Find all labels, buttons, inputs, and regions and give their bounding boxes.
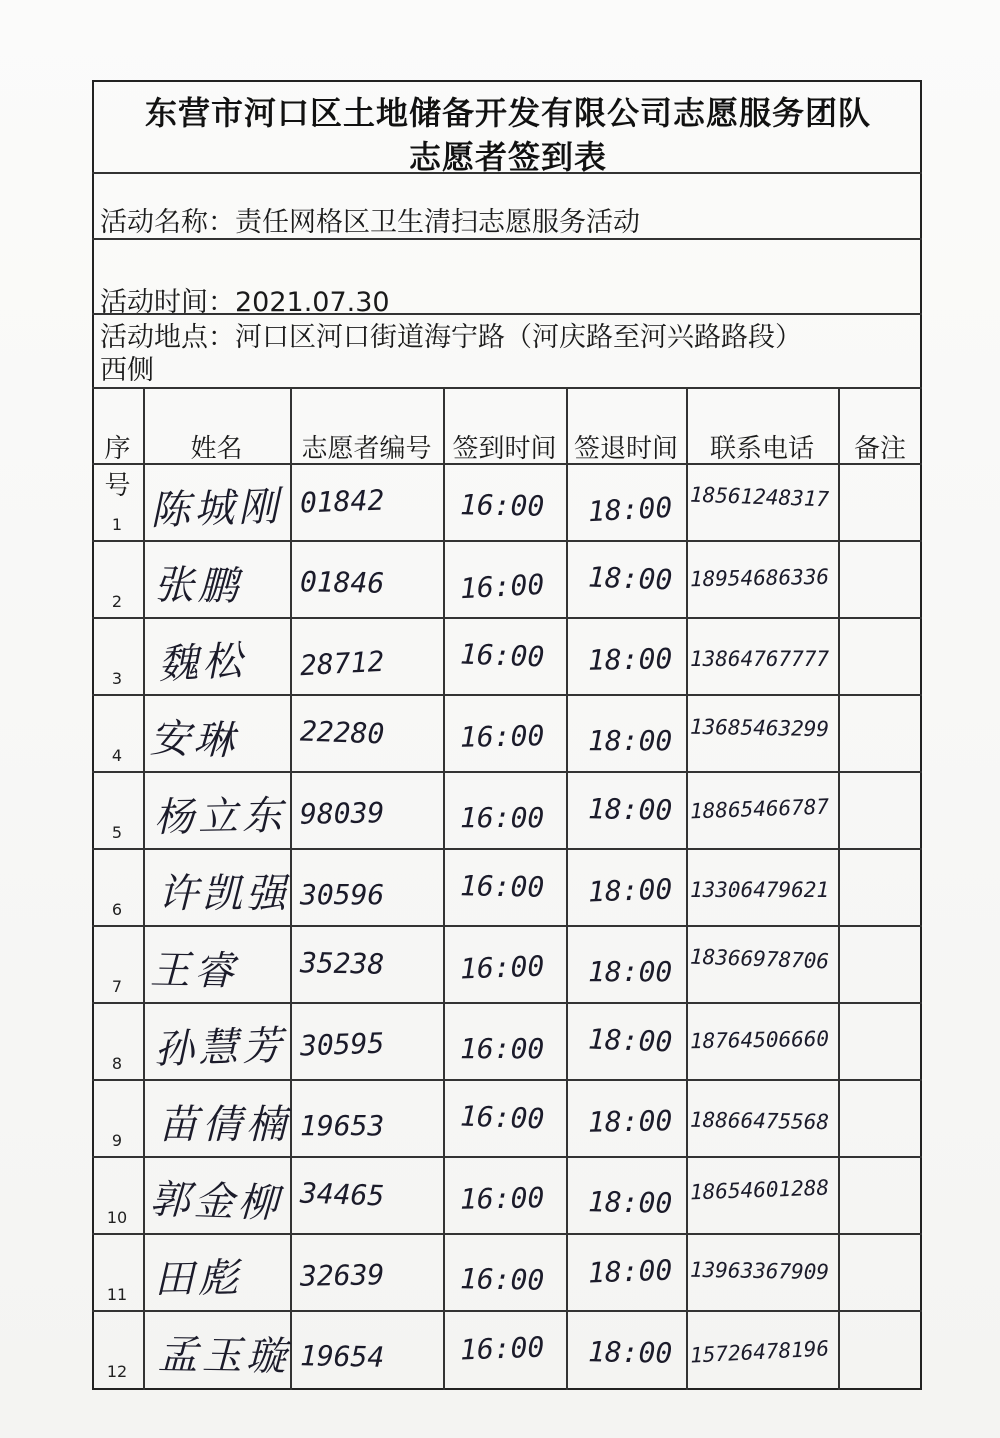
volunteer-id: 01842	[299, 483, 385, 520]
phone-number: 13306479621	[690, 878, 830, 902]
volunteer-id: 35238	[299, 946, 385, 981]
divider	[92, 172, 922, 174]
col-divider	[290, 387, 292, 1390]
sign-in-time: 16:00	[459, 567, 546, 606]
col-divider	[566, 387, 568, 1390]
col-divider	[686, 387, 688, 1390]
signature-name: 张鹏	[153, 562, 243, 610]
header-seq: 序号	[104, 434, 131, 501]
sign-in-time: 16:00	[459, 637, 545, 674]
sign-out-time: 18:00	[588, 955, 673, 988]
signature-name: 郭金柳	[149, 1176, 283, 1228]
phone-number: 18866475568	[689, 1107, 830, 1135]
sign-out-time: 18:00	[587, 560, 673, 597]
header-divider	[92, 463, 922, 465]
activity-place-cont: 西侧	[100, 355, 154, 386]
phone-number: 18764506660	[689, 1026, 830, 1054]
phone-number: 15726478196	[689, 1336, 830, 1368]
sign-in-time: 16:00	[459, 869, 545, 904]
sign-in-time: 16:00	[459, 1330, 545, 1367]
volunteer-id: 19654	[299, 1339, 385, 1374]
activity-name: 活动名称：责任网格区卫生清扫志愿服务活动	[100, 207, 640, 238]
sign-out-time: 18:00	[587, 1185, 673, 1220]
activity-place: 活动地点：河口区河口街道海宁路（河庆路至河兴路路段）	[100, 322, 802, 353]
sign-in-time: 16:00	[459, 1099, 545, 1136]
sheet-subtitle: 志愿者签到表	[408, 138, 607, 176]
header-note: 备注	[853, 434, 906, 464]
col-divider	[838, 387, 840, 1390]
col-divider	[143, 387, 145, 1390]
row-divider	[92, 540, 922, 542]
volunteer-id: 19653	[300, 1109, 385, 1142]
volunteer-id: 22280	[299, 714, 385, 751]
sign-out-time: 18:00	[587, 490, 674, 529]
sign-out-time: 18:00	[587, 642, 673, 677]
sign-out-time: 18:00	[587, 1335, 673, 1370]
volunteer-id: 01846	[299, 565, 385, 600]
volunteer-id: 34465	[299, 1176, 385, 1213]
signature-name: 孙慧芳	[153, 1022, 287, 1074]
signature-name: 王睿	[149, 947, 239, 995]
row-divider	[92, 1233, 922, 1235]
row-divider	[92, 617, 922, 619]
row-seq: 8	[111, 1054, 123, 1073]
signature-name: 苗倩楠	[158, 1102, 290, 1148]
divider	[92, 238, 922, 240]
signature-name: 安琳	[149, 715, 239, 765]
sign-in-time: 16:00	[459, 1262, 545, 1297]
sign-in-time: 16:00	[459, 719, 545, 754]
signature-name: 田彪	[153, 1255, 243, 1303]
header-name: 姓名	[190, 434, 243, 464]
sign-out-time: 18:00	[587, 1253, 673, 1290]
signature-name: 魏松	[157, 637, 248, 689]
row-seq: 6	[111, 900, 123, 919]
phone-number: 18654601288	[689, 1175, 830, 1205]
row-divider	[92, 1310, 922, 1312]
sign-out-time: 18:00	[587, 1104, 673, 1139]
volunteer-id: 30596	[300, 878, 385, 911]
header-sign-in: 签到时间	[452, 434, 557, 464]
phone-number: 13864767777	[690, 647, 830, 671]
volunteer-id: 30595	[299, 1026, 385, 1063]
row-divider	[92, 925, 922, 927]
sign-out-time: 18:00	[587, 872, 673, 909]
signature-name: 陈城刚	[149, 483, 283, 535]
phone-number: 13685463299	[689, 714, 830, 742]
row-seq: 11	[106, 1285, 128, 1304]
sign-out-time: 18:00	[587, 792, 673, 827]
row-seq: 3	[111, 669, 123, 688]
header-id: 志愿者编号	[301, 434, 432, 464]
sign-in-time: 16:00	[459, 949, 545, 986]
signature-name: 孟玉璇	[157, 1331, 291, 1381]
row-seq: 7	[111, 977, 123, 996]
row-divider	[92, 771, 922, 773]
sign-out-time: 18:00	[587, 1022, 673, 1059]
phone-number: 18366978706	[689, 944, 830, 974]
sign-in-time: 16:00	[459, 488, 545, 523]
row-seq: 1	[111, 515, 123, 534]
col-divider	[443, 387, 445, 1390]
row-seq: 12	[106, 1362, 128, 1381]
header-sign-out: 签退时间	[573, 434, 678, 464]
header-phone: 联系电话	[709, 434, 814, 464]
sign-in-time: 16:00	[460, 801, 545, 834]
volunteer-id: 98039	[299, 796, 385, 831]
row-divider	[92, 1156, 922, 1158]
phone-number: 18865466787	[689, 794, 830, 824]
row-divider	[92, 848, 922, 850]
phone-number: 18561248317	[689, 482, 830, 512]
sign-in-time: 16:00	[460, 1032, 545, 1065]
sign-in-time: 16:00	[459, 1181, 545, 1216]
row-seq: 9	[111, 1131, 123, 1150]
signature-name: 杨立东	[153, 792, 287, 842]
row-divider	[92, 694, 922, 696]
row-seq: 2	[111, 592, 123, 611]
divider	[92, 387, 922, 389]
volunteer-id: 28712	[299, 644, 386, 683]
sheet-title: 东营市河口区土地储备开发有限公司志愿服务团队	[144, 94, 871, 132]
signature-name: 许凯强	[158, 871, 290, 917]
phone-number: 13963367909	[689, 1257, 830, 1285]
row-divider	[92, 1079, 922, 1081]
row-divider	[92, 1002, 922, 1004]
sign-out-time: 18:00	[588, 724, 673, 757]
row-seq: 5	[111, 823, 123, 842]
phone-number: 18954686336	[689, 564, 830, 592]
row-seq: 10	[106, 1208, 128, 1227]
row-seq: 4	[111, 746, 123, 765]
volunteer-id: 32639	[299, 1258, 385, 1293]
activity-time: 活动时间：2021.07.30	[100, 287, 390, 318]
